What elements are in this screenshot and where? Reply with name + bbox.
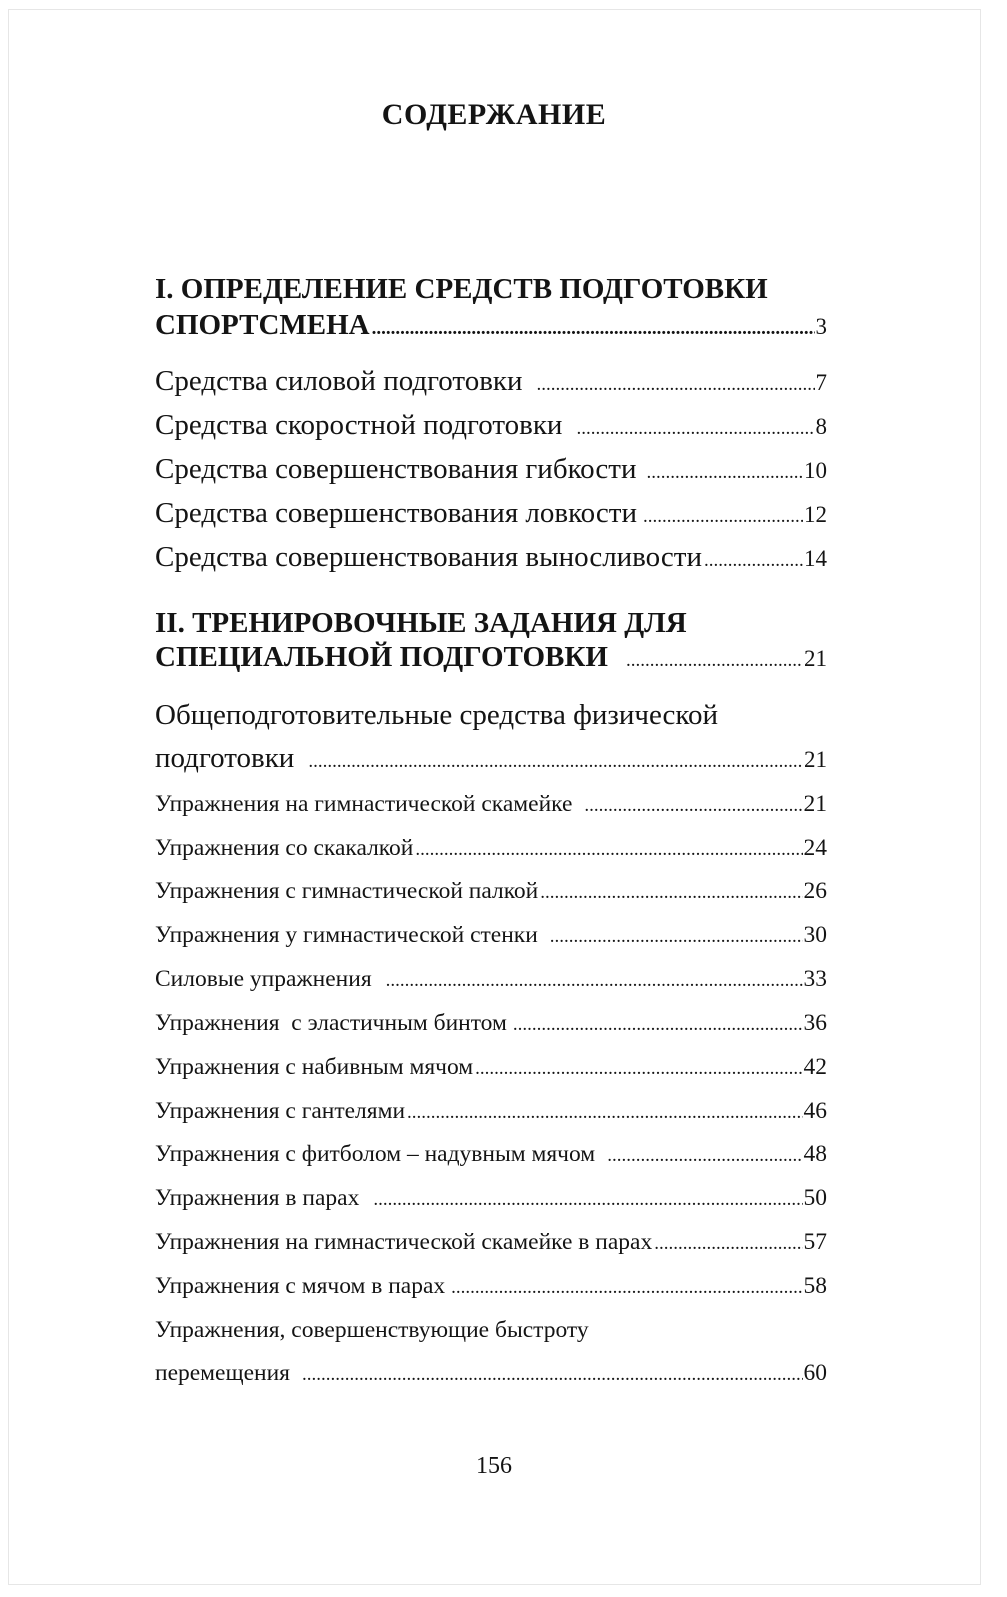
leader-dots xyxy=(654,1233,802,1255)
toc-entry-label: Средства силовой подготовки xyxy=(155,365,523,397)
leader-dots xyxy=(584,795,802,817)
toc-entry-page: 7 xyxy=(815,370,827,395)
leader-dots xyxy=(513,1014,803,1036)
toc-entry-label: Средства скоростной подготовки xyxy=(155,409,563,441)
leader-dots xyxy=(704,550,803,572)
leader-dots xyxy=(386,970,803,992)
toc-entry-label: Упражнения с гантелями xyxy=(155,1098,406,1124)
toc-entry-label: Силовые упражнения xyxy=(155,966,372,992)
toc-entry-page: 50 xyxy=(803,1185,827,1211)
leader-dots xyxy=(308,751,803,773)
leader-dots xyxy=(302,1364,803,1386)
toc-entry-page: 26 xyxy=(803,878,827,904)
subsection-title-line1: Общеподготовительные средства физической xyxy=(155,699,719,731)
page-number: 156 xyxy=(476,1453,512,1479)
subsection-entry[interactable] xyxy=(155,742,827,775)
toc-entry-label: Средства совершенствования гибкости xyxy=(155,453,637,485)
toc-entry[interactable] xyxy=(155,409,827,442)
toc-entry-page: 33 xyxy=(803,966,827,992)
toc-entry-line1: Упражнения, совершенствующие быстроту xyxy=(155,1317,589,1343)
toc-entry-page: 10 xyxy=(804,458,827,483)
toc-entry-label: Упражнения с мячом в парах xyxy=(155,1273,446,1299)
leader-dots xyxy=(372,318,815,340)
toc-entry-label: Упражнения с набивным мячом xyxy=(155,1054,474,1080)
leader-dots xyxy=(451,1277,802,1299)
toc-entry-label: Упражнения на гимнастической скамейке xyxy=(155,791,573,817)
toc-entry-label: Упражнения с гимнастической палкой xyxy=(155,878,539,904)
section-1-title-line1: I. ОПРЕДЕЛЕНИЕ СРЕДСТВ ПОДГОТОВКИ xyxy=(155,273,768,305)
toc-entry-page: 58 xyxy=(803,1273,827,1299)
section-2-title-line2: СПЕЦИАЛЬНОЙ ПОДГОТОВКИ xyxy=(155,641,608,673)
leader-dots xyxy=(550,926,803,948)
toc-entry[interactable] xyxy=(155,1098,827,1125)
section-1-title-line2: СПОРТСМЕНА xyxy=(155,309,370,341)
leader-dots xyxy=(576,418,814,440)
subsection-page: 21 xyxy=(804,747,827,772)
toc-entry-page: 57 xyxy=(803,1229,827,1255)
toc-entry-page: 60 xyxy=(803,1360,827,1386)
page-title: СОДЕРЖАНИЕ xyxy=(381,98,607,131)
leader-dots xyxy=(415,839,802,861)
leader-dots xyxy=(607,1145,802,1167)
toc-entry[interactable] xyxy=(155,1054,827,1081)
leader-dots xyxy=(475,1058,802,1080)
toc-entry-label: Упражнения с фитболом – надувным мячом xyxy=(155,1141,596,1167)
subsection-title-line2: подготовки xyxy=(155,742,295,774)
toc-entry[interactable] xyxy=(155,966,827,993)
toc-entry-label: Упражнения у гимнастической стенки xyxy=(155,922,538,948)
leader-dots xyxy=(373,1189,802,1211)
toc-entry[interactable] xyxy=(155,791,827,818)
toc-entry-label: Упражнения с эластичным бинтом xyxy=(155,1010,507,1036)
toc-entry[interactable] xyxy=(155,1010,827,1037)
toc-entry[interactable] xyxy=(155,541,827,574)
toc-entry-label: Упражнения на гимнастической скамейке в парах xyxy=(155,1229,653,1255)
toc-entry-page: 8 xyxy=(815,414,827,439)
toc-entry-page: 42 xyxy=(803,1054,827,1080)
leader-dots xyxy=(540,882,802,904)
toc-entry[interactable] xyxy=(155,1360,827,1387)
toc-entry[interactable] xyxy=(155,835,827,862)
toc-entry[interactable] xyxy=(155,1185,827,1212)
leader-dots xyxy=(626,650,803,672)
toc-entry[interactable] xyxy=(155,365,827,398)
toc-entry-page: 30 xyxy=(803,922,827,948)
toc-entry[interactable] xyxy=(155,497,827,530)
leader-dots xyxy=(646,462,803,484)
section-2-page: 21 xyxy=(804,646,827,671)
toc-entry-label: Упражнения со скакалкой xyxy=(155,835,414,861)
toc-entry-page: 24 xyxy=(803,835,827,861)
toc-entry[interactable] xyxy=(155,1229,827,1256)
section-1-entry[interactable] xyxy=(155,309,827,342)
toc-entry-page: 46 xyxy=(803,1098,827,1124)
toc-entry-label: Средства совершенствования ловкости xyxy=(155,497,637,529)
leader-dots xyxy=(537,374,815,396)
toc-entry-label: Средства совершенствования выносливости xyxy=(155,541,702,573)
toc-entry[interactable] xyxy=(155,878,827,905)
section-1-page: 3 xyxy=(815,314,827,339)
toc-entry-label: Упражнения в парах xyxy=(155,1185,360,1211)
toc-entry-page: 36 xyxy=(803,1010,827,1036)
leader-dots xyxy=(643,506,803,528)
section-2-entry[interactable] xyxy=(155,641,827,674)
toc-entry-page: 14 xyxy=(804,546,827,571)
toc-entry-page: 21 xyxy=(803,791,827,817)
section-2-title-line1: II. ТРЕНИРОВОЧНЫЕ ЗАДАНИЯ ДЛЯ xyxy=(155,607,687,639)
toc-entry[interactable] xyxy=(155,1273,827,1300)
toc-entry[interactable] xyxy=(155,922,827,949)
toc-entry-label: перемещения xyxy=(155,1360,290,1386)
toc-entry-page: 48 xyxy=(803,1141,827,1167)
toc-entry[interactable] xyxy=(155,453,827,486)
leader-dots xyxy=(407,1102,802,1124)
toc-entry-page: 12 xyxy=(804,502,827,527)
toc-entry[interactable] xyxy=(155,1141,827,1168)
